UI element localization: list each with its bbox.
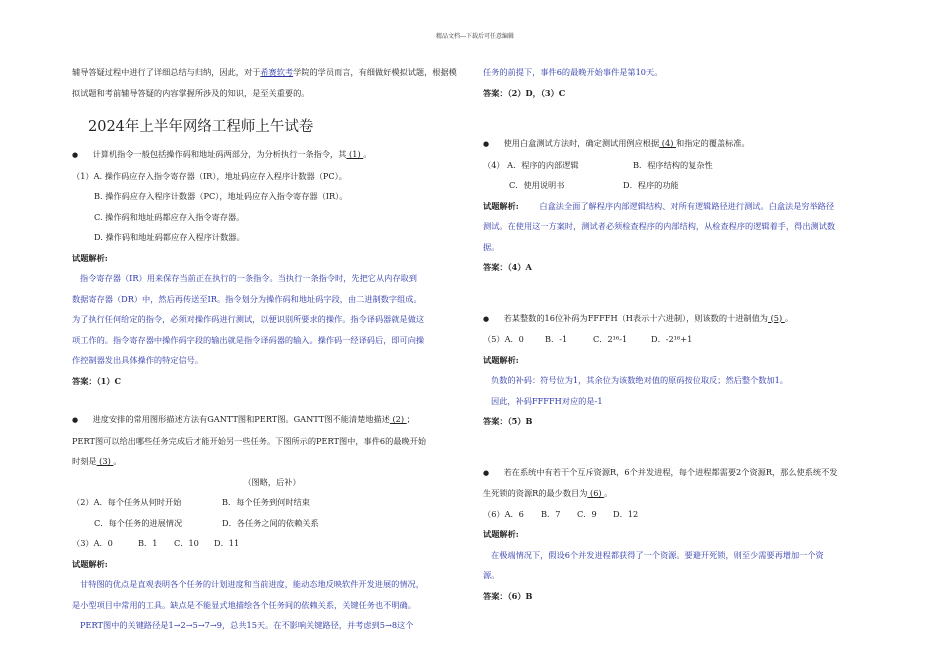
q5-stem <box>483 308 901 330</box>
q2-answer: 答案：（2）D，（3）C <box>483 87 566 98</box>
q2-analysis-line: PERT图中的关键路径是1→2→5→7→9，总共15天。在不影响关键路径，并考虑到5→8这个 <box>80 620 414 630</box>
q2-option-b: B．每个任务到何时结束 <box>222 497 310 507</box>
q3-option-a: （3）A．0 <box>72 538 113 548</box>
q4-analysis-line: 据。 <box>483 241 500 252</box>
q5-option-a: （5）A．0 <box>483 334 524 344</box>
q2-stem-line2: PERT图可以给出哪些任务完成后才能开始另一些任务。下图所示的PERT图中，事件6的最晚开始 <box>72 435 427 446</box>
q4-option-d: D．程序的功能 <box>623 180 679 190</box>
bullet-icon: ● <box>72 151 79 159</box>
q3-blank: (3) <box>96 456 114 466</box>
q4-analysis-label: 试题解析: <box>483 200 519 211</box>
q6-stem-line2 <box>483 483 901 504</box>
q5-stem-text: 若某整数的16位补码为FFFFH（H表示十六进制），则该数的十进制值为 <box>503 312 768 323</box>
right-column <box>483 62 901 606</box>
q6-stem-end: 。 <box>604 488 613 498</box>
q1-stem <box>72 144 472 166</box>
q5-analysis-label: 试题解析: <box>483 354 519 365</box>
q2-blank: (2) <box>389 414 407 424</box>
q1-option-d: D. 操作码和地址码都应存入程序计数器。 <box>94 232 245 242</box>
q6-analysis-line: 在极端情况下，假设6个并发进程都获得了一个资源。要避开死锁，则至少需要再增加一个资 <box>491 549 824 560</box>
q2-stem-text: 时刻是 <box>72 456 97 466</box>
q2-option-a: （2）A．每个任务从何时开始 <box>72 497 182 507</box>
q5-blank: (5) <box>768 312 785 323</box>
left-column <box>72 62 472 636</box>
bullet-icon: ● <box>483 314 490 323</box>
q6-analysis-line: 源。 <box>483 570 500 580</box>
q5-analysis-line: 因此，补码FFFFH对应的是-1 <box>491 395 603 406</box>
q4-option-a: （4） A．程序的内部逻辑 <box>483 159 579 170</box>
q3-option-b: B．1 <box>138 538 158 548</box>
q2-analysis-line: 是小型项目中常用的工具。缺点是不能显式地描绘各个任务间的依赖关系，关键任务也不明确。 <box>72 599 416 610</box>
q2-option-c: C．每个任务的进展情况 <box>94 517 183 528</box>
q6-answer: 答案：（6）B <box>483 590 533 601</box>
q6-option-b: B．7 <box>541 508 561 519</box>
q2-stem-text: 进度安排的常用图形描述方法有GANTT图和PERT图。GANTT图不能清楚地描述 <box>92 414 390 424</box>
bullet-icon: ● <box>483 140 490 148</box>
q1-option-c: C. 操作码和地址码都应存入指令寄存器。 <box>94 211 245 222</box>
q6-option-c: C．9 <box>577 508 597 519</box>
q6-stem-text: 若在系统中有若干个互斥资源R，6个并发进程，每个进程都需要2个资源R，那么使系统不发 <box>503 466 838 477</box>
q1-analysis-label: 试题解析: <box>72 252 108 263</box>
q4-options-row2 <box>483 175 901 196</box>
q2-options-row1 <box>72 492 472 513</box>
q2-stem-end: 。 <box>113 456 122 466</box>
q2-stem-line3 <box>72 451 472 472</box>
q2-analysis-line: 甘特图的优点是直观表明各个任务的计划进度和当前进度，能动态地反映软件开发进展的情况， <box>80 579 424 589</box>
q2-stem-line1 <box>72 409 472 431</box>
q3-options <box>72 533 472 554</box>
q6-stem-line1 <box>483 462 901 484</box>
q5-option-c: C．2¹⁶-1 <box>593 334 628 344</box>
q4-stem <box>483 133 901 155</box>
q1-blank: (1) <box>346 149 364 159</box>
q5-option-d: D．-2¹⁶+1 <box>651 334 693 344</box>
q5-analysis-line: 负数的补码：符号位为1，其余位为该数绝对值的原码按位取反；然后整个数加1。 <box>491 375 788 385</box>
q6-option-d: D．12 <box>613 508 639 519</box>
q4-stem-end: 和指定的覆盖标准。 <box>676 138 750 148</box>
q4-options-row1 <box>483 155 901 176</box>
xisai-link[interactable]: 希赛软考 <box>260 67 294 77</box>
q5-option-b: B．-1 <box>545 334 568 344</box>
q2-analysis-label: 试题解析: <box>72 558 108 569</box>
q1-stem-text: 计算机指令一般包括操作码和地址码两部分，为分析执行一条指令，其 <box>92 149 347 159</box>
q6-stem-text: 生死锁的资源R的最少数目为 <box>483 488 588 498</box>
q6-analysis-label: 试题解析: <box>483 529 519 539</box>
intro-line-1 <box>72 62 472 83</box>
q4-stem-text: 使用白盒测试方法时，确定测试用例应根据 <box>503 138 660 148</box>
q4-option-c: C．使用说明书 <box>509 180 565 190</box>
q3-option-d: D．11 <box>214 538 240 548</box>
q5-stem-end: 。 <box>784 312 794 323</box>
q1-analysis-line: 为了执行任何给定的指令，必须对操作码进行测试，以便识别所要求的操作。指令译码器就是做这 <box>72 314 425 324</box>
q3-option-c: C．10 <box>174 538 199 548</box>
q1-analysis-line: 数据寄存器（DR）中，然后再传送至IR。指令划分为操作码和地址码字段，由二进制数字组成。 <box>72 293 422 304</box>
q1-option-b: B. 操作码应存入程序计数器（PC），地址码应存入指令寄存器（IR）。 <box>94 191 348 201</box>
q4-option-b: B．程序结构的复杂性 <box>633 159 713 170</box>
intro-line-2: 拟试题和考前辅导答疑的内容掌握所涉及的知识，是至关重要的。 <box>72 87 310 98</box>
bullet-icon: ● <box>72 416 79 424</box>
q6-option-a: （6）A．6 <box>483 508 524 519</box>
q1-analysis-line: 作控制器发出具体操作的特定信号。 <box>72 355 204 365</box>
q1-stem-end: 。 <box>363 149 372 159</box>
page-header-note: 精品文档---下载后可任意编辑 <box>435 33 515 40</box>
q5-answer: 答案：（5）B <box>483 416 533 426</box>
q1-analysis-line: 指令寄存器（IR）用来保存当前正在执行的一条指令。当执行一条指令时，先把它从内存取到 <box>80 273 417 283</box>
q1-answer: 答案：（1）C <box>72 375 122 386</box>
q2-stem-end: ； <box>406 414 415 424</box>
q6-options <box>483 504 901 525</box>
q2-options-row2 <box>72 513 472 534</box>
q4-analysis-line: 白盒法全面了解程序内部逻辑结构、对所有逻辑路径进行测试。白盒法是穷举路径 <box>539 200 835 211</box>
q4-analysis <box>483 196 901 217</box>
intro-text: 学院的学员而言，有细做好模拟试题，根据模 <box>293 67 457 77</box>
q4-analysis-line: 测试。在使用这一方案时，测试者必须检查程序的内部结构，从检查程序的逻辑着手，得出测试数 <box>483 221 836 231</box>
q2-analysis-continued: 任务的前提下，事件6的最晚开始事件是第10天。 <box>483 67 663 77</box>
q1-analysis-line: 项工作的。指令寄存器中操作码字段的输出就是指令译码器的输入。操作码一经译码后，即可向操 <box>72 334 425 345</box>
bullet-icon: ● <box>483 468 490 477</box>
q6-blank: (6) <box>587 488 605 498</box>
exam-title: 2024年上半年网络工程师上午试卷 <box>88 119 314 135</box>
figure-placeholder: （图略，后补） <box>243 476 301 487</box>
intro-text: 辅导答疑过程中进行了详细总结与归纳，因此，对于 <box>72 67 261 77</box>
q1-option-a: （1）A. 操作码应存入指令寄存器（IR），地址码应存入程序计数器（PC）。 <box>72 170 347 181</box>
q5-options <box>483 329 901 350</box>
q2-option-d: D．各任务之间的依赖关系 <box>222 517 319 528</box>
q4-answer: 答案：（4）A <box>483 262 532 272</box>
q4-blank: (4) <box>659 138 676 148</box>
